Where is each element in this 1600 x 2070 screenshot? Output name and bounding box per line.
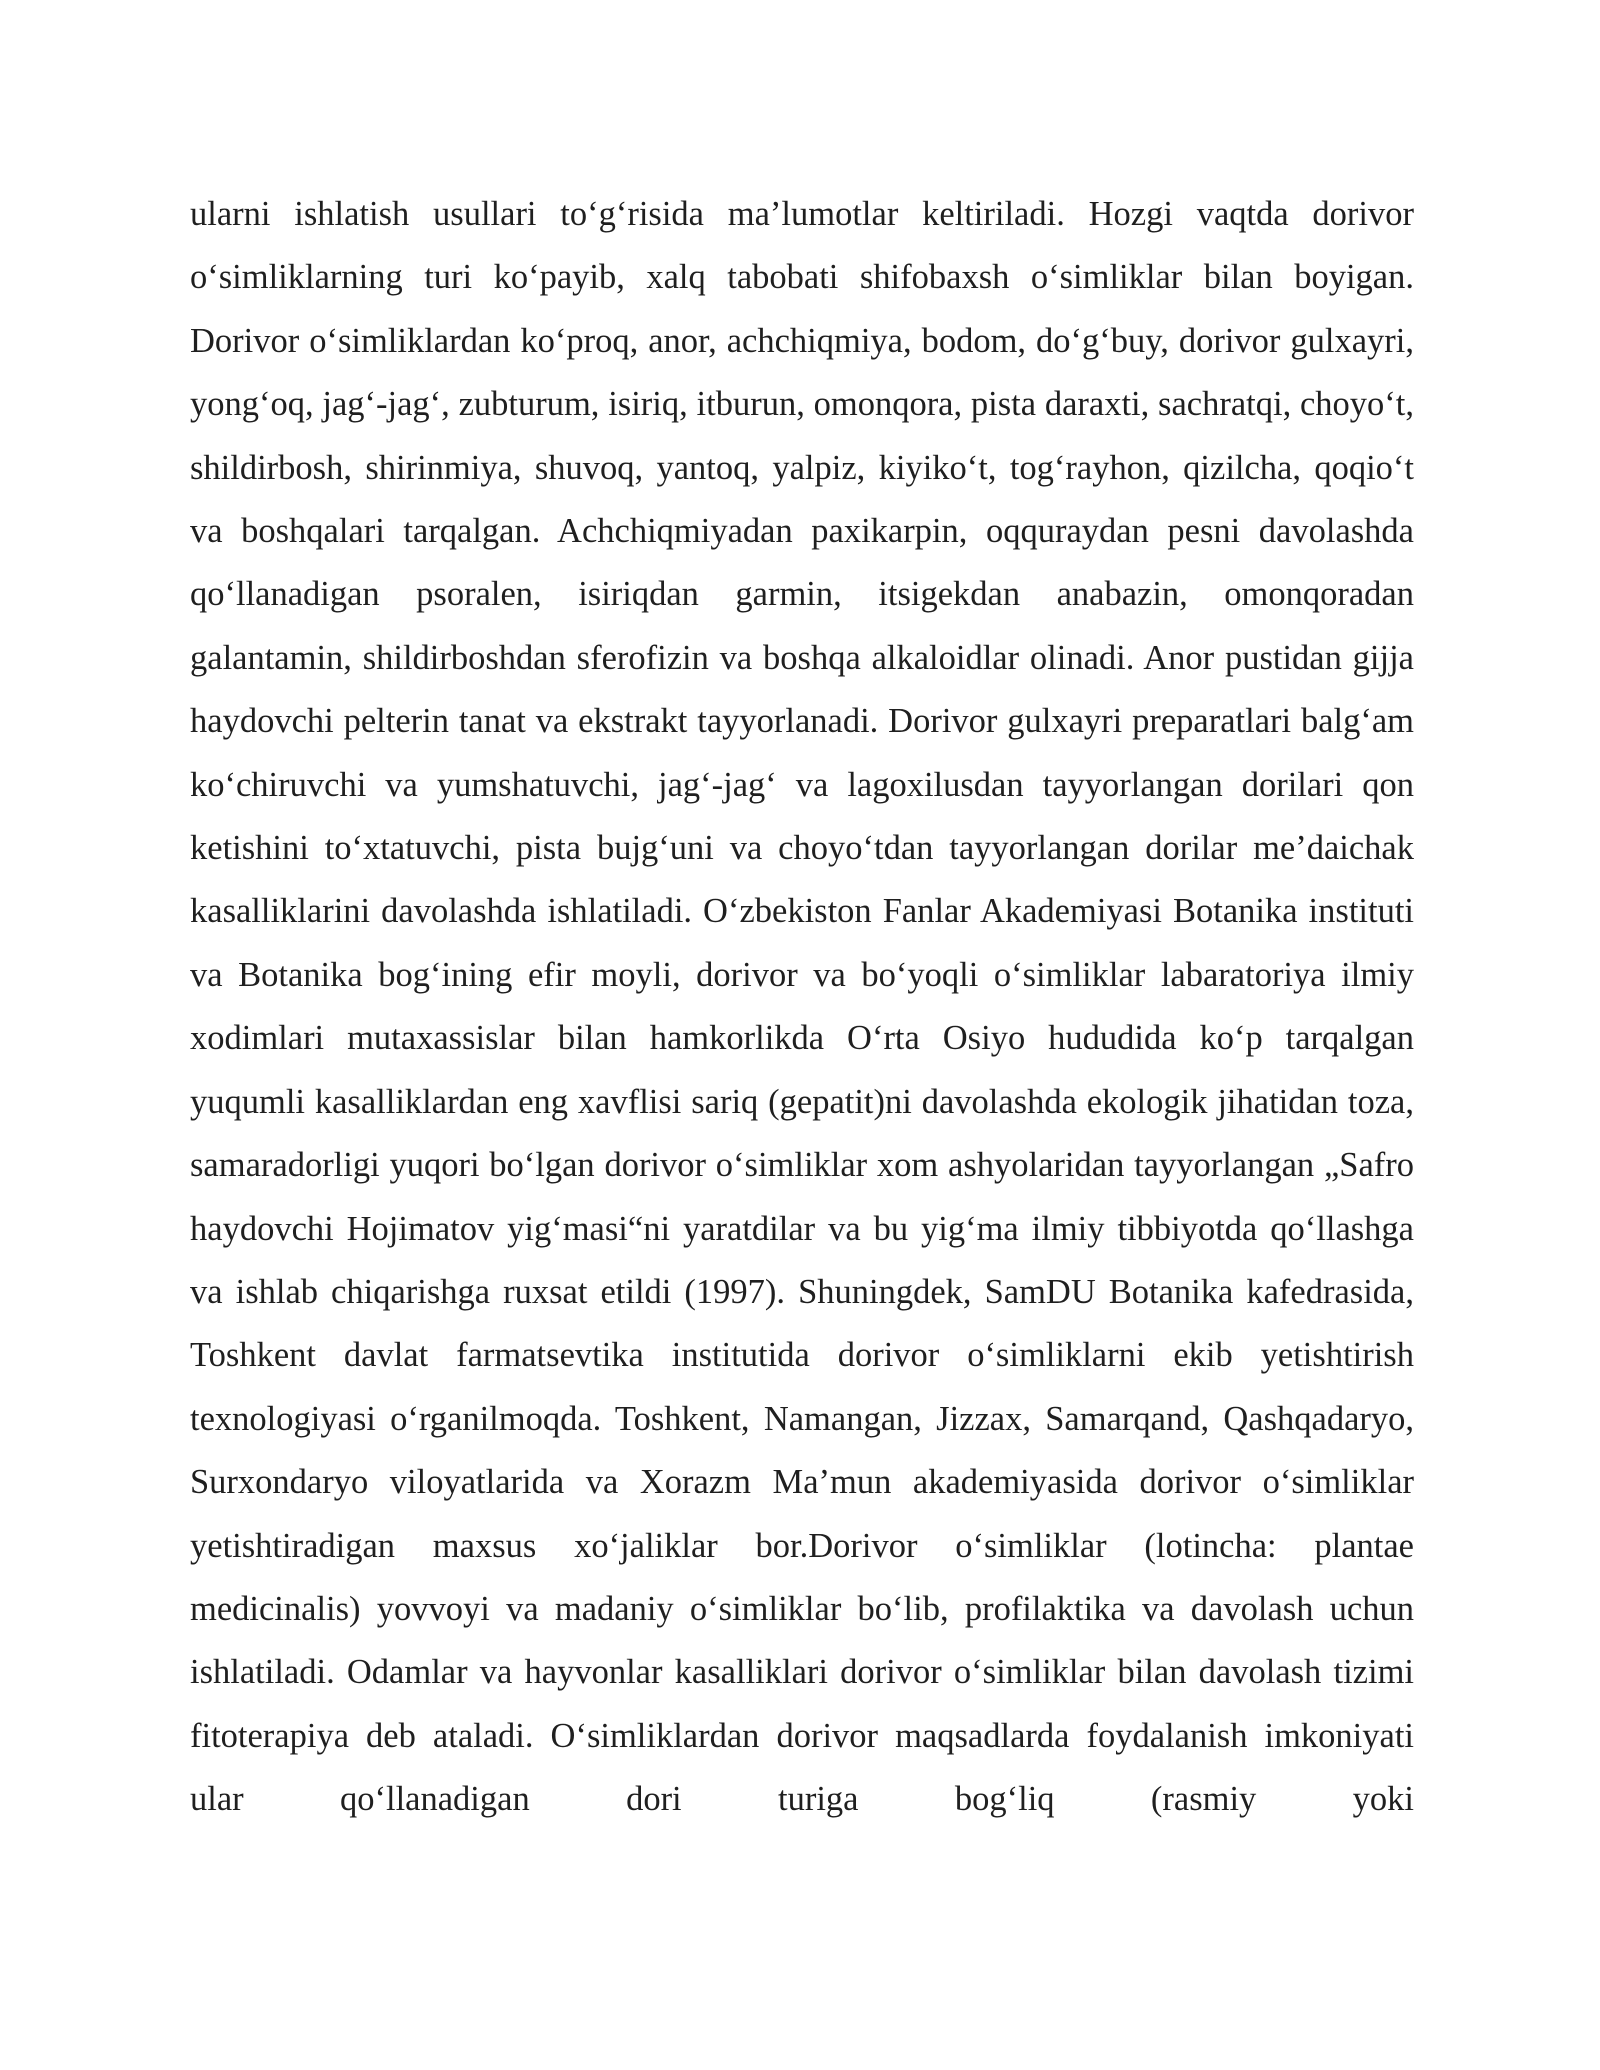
body-paragraph: ularni ishlatish usullari to‘g‘risida ma’lumotlar keltiriladi. Hozgi vaqtda dorivor o‘simliklarning turi ko‘payib, xalq tabobati shifobaxsh o‘simliklar bilan boyigan. Dorivor o‘simliklardan ko‘proq, anor, achchiqmiya, bodom, do‘g‘buy, dorivor gulxayri, yong‘oq, jag‘-jag‘, zubturum, isiriq, itburun, omonqora, pista daraxti, sachratqi, choyo‘t, shildirbosh, shirinmiya, shuvoq, yantoq, yalpiz, kiyiko‘t, tog‘rayhon, qizilcha, qoqio‘t va boshqalari tarqalgan. Achchiqmiyadan paxikarpin, oqquraydan pesni davolashda qo‘llanadigan psoralen, isiriqdan garmin, itsigekdan anabazin, omonqoradan galantamin, shildirboshdan sferofizin va boshqa alkaloidlar olinadi. Anor pustidan gijja haydovchi pelterin tanat va ekstrakt tayyorlanadi. Dorivor gulxayri preparatlari balg‘am ko‘chiruvchi va yumshatuvchi, jag‘-jag‘ va lagoxilusdan tayyorlangan dorilari qon ketishini to‘xtatuvchi, pista bujg‘uni va choyo‘tdan tayyorlangan dorilar me’daichak kasalliklarini davolashda ishlatiladi. O‘zbekiston Fanlar Akademiyasi Botanika instituti va Botanika bog‘ining efir moyli, dorivor va bo‘yoqli o‘simliklar labaratoriya ilmiy xodimlari mutaxassislar bilan hamkorlikda O‘rta Osiyo hududida ko‘p tarqalgan yuqumli kasalliklardan eng xavflisi sariq (gepatit)ni davolashda ekologik jihatidan toza, samaradorligi yuqori bo‘lgan dorivor o‘simliklar xom ashyolaridan tayyorlangan „Safro haydovchi Hojimatov yig‘masi“ni yaratdilar va bu yig‘ma ilmiy tibbiyotda qo‘llashga va ishlab chiqarishga ruxsat etildi (1997). Shuningdek, SamDU Botanika kafedrasida, Toshkent davlat farmatsevtika institutida dorivor o‘simliklarni ekib yetishtirish texnologiyasi o‘rganilmoqda. Toshkent, Namangan, Jizzax, Samarqand, Qashqadaryo, Surxondaryo viloyatlarida va Xorazm Ma’mun akademiyasida dorivor o‘simliklar yetishtiradigan maxsus xo‘jaliklar bor.Dorivor o‘simliklar (lotincha: plantae medicinalis) yovvoyi va madaniy o‘simliklar bo‘lib, profilaktika va davolash uchun ishlatiladi. Odamlar va hayvonlar kasalliklari dorivor o‘simliklar bilan davolash tizimi fitoterapiya deb ataladi. O‘simliklardan dorivor maqsadlarda foydalanish imkoniyati ular qo‘llanadigan dori turiga bog‘liq (rasmiy yoki	[190, 195, 1414, 1819]
